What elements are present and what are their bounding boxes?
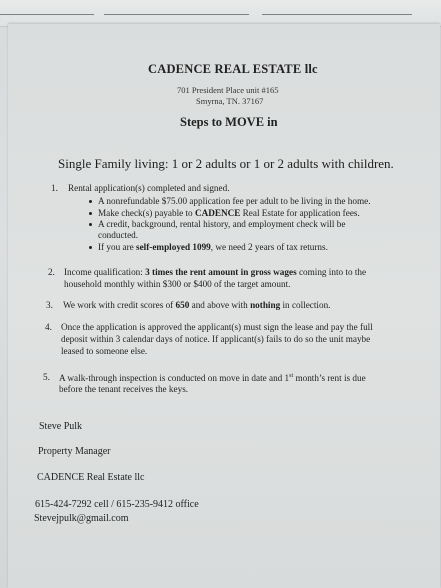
step-1-bullet-self-employed: If you are self-employed 1099, we need 2 years of tax returns. [98, 242, 328, 252]
bullet-icon [89, 246, 92, 249]
step-1-text: Rental application(s) completed and signed. [68, 183, 230, 193]
step-4-text-cont: deposit within 3 calendar days of notice. If applicant(s) fails to do so the unit maybe [61, 334, 371, 344]
bullet-icon [89, 212, 92, 215]
step-1-bullet-payable: Make check(s) payable to CADENCE Real Estate for application fees. [98, 208, 360, 218]
form-rule [104, 14, 249, 15]
step-3-text: We work with credit scores of 650 and above with nothing in collection. [63, 300, 331, 310]
step-1-number: 1. [51, 183, 58, 193]
document-title: Steps to MOVE in [180, 115, 278, 129]
form-rule [262, 14, 412, 15]
signer-role: Property Manager [38, 446, 111, 457]
step-2-text: Income qualification: 3 times the rent amount in gross wages coming into to the [64, 267, 367, 277]
step-5-text: A walk-through inspection is conducted on move in date and 1st month’s rent is due [59, 373, 366, 384]
step-5-number: 5. [43, 372, 50, 382]
form-rule [0, 14, 94, 15]
signer-company: CADENCE Real Estate llc [37, 472, 145, 483]
step-1-bullet-checks-cont: conducted. [98, 230, 139, 240]
company-name: CADENCE REAL ESTATE llc [148, 62, 318, 76]
step-4-text: Once the application is approved the applicant(s) must sign the lease and pay the full [61, 322, 373, 332]
address-line-2: Smyrna, TN. 37167 [196, 96, 264, 106]
underlying-sheet [0, 0, 441, 27]
step-2-number: 2. [48, 267, 55, 277]
signer-email: Stevejpulk@gmail.com [34, 513, 129, 524]
step-4-number: 4. [45, 322, 52, 332]
step-2-text-cont: household monthly within $300 or $400 of the target amount. [64, 279, 291, 289]
signer-phones: 615-424-7292 cell / 615-235-9412 office [35, 499, 199, 510]
eligibility-subtitle: Single Family living: 1 or 2 adults or 1 or 2 adults with children. [58, 156, 394, 171]
bullet-icon [89, 200, 92, 203]
step-1-bullet-checks: A credit, background, rental history, and employment check will be [98, 219, 346, 229]
address-line-1: 701 President Place unit #165 [177, 85, 279, 95]
step-4-text-cont: leased to someone else. [61, 346, 148, 356]
step-1-bullet-fee: A nonrefundable $75.00 application fee per adult to be living in the home. [98, 196, 371, 206]
signer-name: Steve Pulk [39, 421, 83, 432]
bullet-icon [89, 223, 92, 226]
step-3-number: 3. [46, 300, 53, 310]
step-5-text-cont: before the tenant receives the keys. [59, 384, 189, 394]
